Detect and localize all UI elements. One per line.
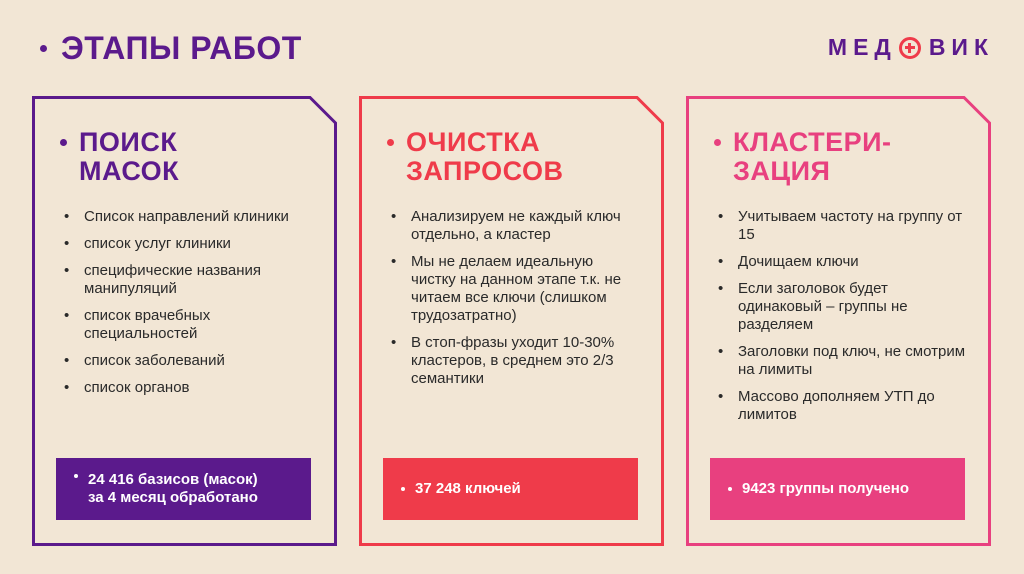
result-bullet-dot	[74, 474, 78, 478]
result-text: 24 416 базисов (масок) за 4 месяц обработано	[88, 471, 258, 506]
card-heading-text: КЛАСТЕРИ- ЗАЦИЯ	[733, 127, 892, 186]
heading-bullet-dot	[60, 139, 67, 146]
list-item: • список органов	[62, 379, 312, 397]
card-heading	[60, 128, 179, 186]
list-item: • список врачебных специальностей	[62, 307, 312, 343]
heading-bullet-dot	[387, 139, 394, 146]
list-item: • Дочищаем ключи	[716, 253, 966, 271]
result-bullet-dot	[401, 487, 405, 491]
card-heading-text: ОЧИСТКА ЗАПРОСОВ	[406, 127, 564, 186]
list-item: • список заболеваний	[62, 352, 312, 370]
result-box	[710, 458, 965, 520]
card-clustering	[686, 96, 991, 546]
list-item: • Анализируем не каждый ключ отдельно, а кластер	[389, 208, 639, 244]
result-bullet-dot	[728, 487, 732, 491]
logo-text-right: ВИК	[928, 34, 994, 60]
list-item: • В стоп-фразы уходит 10-30% кластеров, в среднем это 2/3 семантики	[389, 334, 639, 388]
slide-title-text: ЭТАПЫ РАБОТ	[61, 30, 302, 66]
card-heading-text: ПОИСК МАСОК	[79, 127, 180, 186]
card-heading	[387, 128, 563, 186]
card-bullet-list	[62, 208, 312, 406]
list-item: • Учитываем частоту на группу от 15	[716, 208, 966, 244]
card-bullet-list	[716, 208, 966, 433]
card-bullet-list	[389, 208, 639, 397]
result-box	[383, 458, 638, 520]
brand-logo	[828, 34, 994, 61]
list-item: • Мы не делаем идеальную чистку на данном этапе т.к. не читаем все ключи (слишком трудозатратно)	[389, 253, 639, 325]
result-text: 37 248 ключей	[415, 480, 521, 497]
list-item: • Список направлений клиники	[62, 208, 312, 226]
medical-cross-icon	[899, 37, 921, 59]
list-item: • Массово дополняем УТП до лимитов	[716, 388, 966, 424]
card-mask-search	[32, 96, 337, 546]
card-heading	[714, 128, 891, 186]
heading-bullet-dot	[714, 139, 721, 146]
slide-title	[40, 30, 302, 67]
logo-text-left: МЕД	[827, 34, 897, 60]
title-bullet-dot	[40, 45, 47, 52]
list-item: • Если заголовок будет одинаковый – группы не разделяем	[716, 280, 966, 334]
card-query-cleaning	[359, 96, 664, 546]
list-item: • список услуг клиники	[62, 235, 312, 253]
list-item: • специфические названия манипуляций	[62, 262, 312, 298]
list-item: • Заголовки под ключ, не смотрим на лимиты	[716, 343, 966, 379]
result-box	[56, 458, 311, 520]
result-text: 9423 группы получено	[742, 480, 909, 497]
